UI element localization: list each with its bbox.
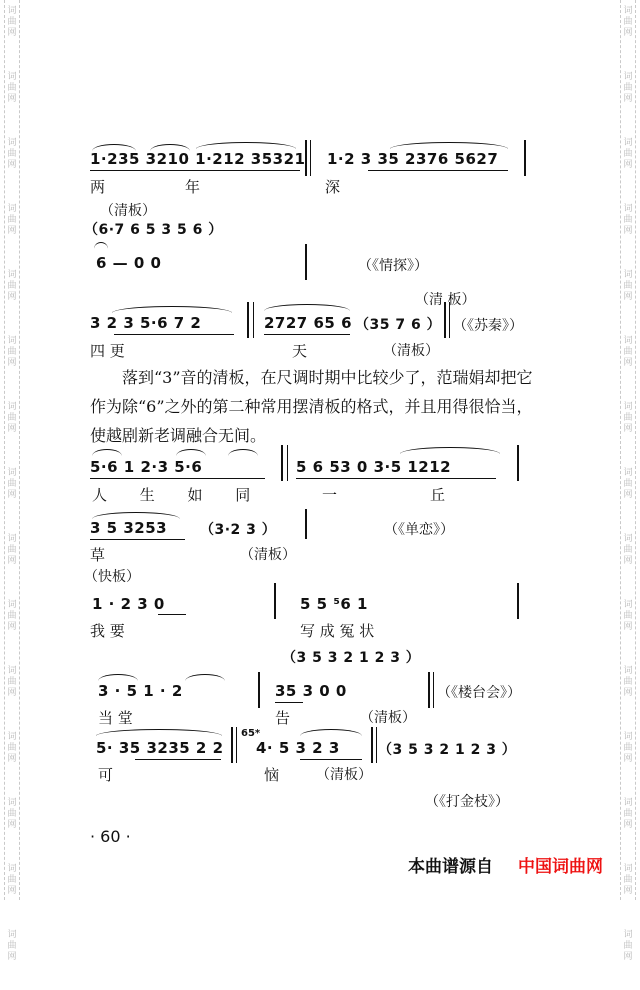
instrumental-notes: （3 5 3 2 1 2 3 ）	[378, 742, 517, 758]
slur	[300, 729, 362, 736]
notation-measure: 5·6 1 2·3 5·6	[90, 458, 203, 476]
underline-beam	[300, 759, 362, 760]
watermark-text: 词曲网	[623, 600, 633, 632]
watermark-text: 词曲网	[623, 798, 633, 830]
watermark-text: 词曲网	[7, 336, 17, 368]
instrumental-notes: （35 7 6 ）	[355, 317, 442, 333]
underline-beam	[90, 539, 185, 540]
watermark-text: 词曲网	[7, 600, 17, 632]
slur	[96, 729, 222, 736]
lyric: 丘	[430, 486, 446, 504]
watermark-text: 词曲网	[7, 72, 17, 104]
barline	[517, 583, 519, 619]
notation-measure: 1·235 3210 1·212 35321	[90, 150, 306, 168]
lyric: 年	[185, 178, 201, 196]
left-watermark-strip	[4, 0, 20, 962]
source-opera: （《苏秦》）	[453, 318, 523, 334]
underline-beam	[158, 614, 186, 615]
watermark-text: 词曲网	[7, 930, 17, 962]
barline	[231, 727, 233, 763]
tempo-marking: （清 板）	[415, 292, 476, 308]
notation-measure: 3 · 5 1 · 2	[98, 682, 183, 700]
underline-beam	[296, 478, 496, 479]
notation-measure: 3 2 3 5·6 7 2	[90, 314, 202, 332]
right-watermark-strip	[620, 0, 636, 962]
slur	[264, 304, 350, 311]
paragraph-text: 落到“3”音的清板，在尺调时期中比较少了，范瑞娟却把它作为除“6”之外的第二种常用摆清板的格式，并且用得很恰当，使越剧新老调融合无间。	[90, 368, 533, 445]
slur	[94, 242, 108, 249]
watermark-text: 词曲网	[623, 270, 633, 302]
notation-measure: 5· 35 3235 2 2	[96, 739, 224, 757]
lyric: 深	[325, 178, 341, 196]
notation-measure: 1·2 3 35 2376 5627	[327, 150, 499, 168]
slur	[390, 142, 508, 149]
slur	[112, 306, 232, 313]
slur	[185, 674, 225, 681]
watermark-text: 词曲网	[623, 6, 633, 38]
watermark-text: 词曲网	[623, 468, 633, 500]
source-opera: （《楼台会》）	[437, 685, 521, 701]
watermark-text: 词曲网	[623, 336, 633, 368]
notation-measure: 5 5 ⁵6 1	[300, 595, 368, 613]
underline-beam	[135, 759, 221, 760]
source-opera: （《打金枝》）	[425, 794, 509, 810]
lyric: 四 更	[90, 342, 125, 360]
watermark-text: 词曲网	[7, 270, 17, 302]
notation-measure: 3 5 3253	[90, 519, 168, 537]
body-paragraph	[90, 363, 542, 450]
source-opera: （《情探》）	[358, 258, 428, 274]
lyric: 草	[90, 546, 106, 564]
instrumental-notes: （6·7 6 5 3 5 6 ）	[84, 222, 223, 238]
lyric: 天	[292, 342, 308, 360]
watermark-text: 词曲网	[623, 72, 633, 104]
barline	[305, 244, 307, 280]
barline	[371, 727, 373, 763]
grace-note: 65*	[241, 728, 261, 739]
watermark-text: 词曲网	[7, 468, 17, 500]
tempo-marking: （清板）	[100, 203, 156, 219]
watermark-text: 词曲网	[623, 138, 633, 170]
slur	[400, 447, 500, 454]
watermark-text: 词曲网	[7, 6, 17, 38]
watermark-text: 词曲网	[623, 204, 633, 236]
tempo-marking: （清板）	[383, 343, 439, 359]
watermark-text: 词曲网	[623, 534, 633, 566]
barline	[449, 302, 450, 338]
barline	[287, 445, 288, 481]
slur	[92, 512, 180, 519]
slur	[176, 449, 206, 456]
barline	[247, 302, 249, 338]
instrumental-notes: （3·2 3 ）	[200, 522, 277, 538]
tempo-marking: （快板）	[84, 569, 140, 585]
source-caption: 本曲谱源自	[408, 857, 493, 877]
lyric: 一	[322, 486, 338, 504]
barline	[433, 672, 434, 708]
barline	[236, 727, 237, 763]
barline	[444, 302, 446, 338]
lyric: 写 成 冤 状	[300, 622, 375, 640]
barline	[305, 509, 307, 539]
underline-beam	[368, 170, 508, 171]
tempo-marking: （清板）	[360, 710, 416, 726]
barline	[310, 140, 311, 176]
lyric: 人 生 如 同	[92, 486, 265, 504]
notation-measure: 5 6 53 0 3·5 1212	[296, 458, 452, 476]
lyric: 恼	[264, 766, 280, 784]
notation-measure: 2727 65 6	[264, 314, 353, 332]
watermark-text: 词曲网	[7, 732, 17, 764]
underline-beam	[114, 334, 234, 335]
barline	[376, 727, 377, 763]
underline-beam	[90, 170, 300, 171]
lyric: 我 要	[90, 622, 125, 640]
watermark-text: 词曲网	[7, 666, 17, 698]
notation-measure: 4· 5 3 2 3	[256, 739, 340, 757]
underline-beam	[264, 334, 350, 335]
barline	[524, 140, 526, 176]
notation-measure: 6 — 0 0	[96, 254, 162, 272]
watermark-text: 词曲网	[7, 864, 17, 896]
lyric: 当 堂	[98, 709, 133, 727]
watermark-text: 词曲网	[7, 402, 17, 434]
slur	[92, 449, 122, 456]
watermark-text: 词曲网	[623, 864, 633, 896]
watermark-text: 词曲网	[7, 138, 17, 170]
lyric: 可	[98, 766, 114, 784]
barline	[258, 672, 260, 708]
slur	[196, 142, 296, 149]
barline	[253, 302, 254, 338]
watermark-text: 词曲网	[623, 666, 633, 698]
watermark-text: 词曲网	[7, 204, 17, 236]
barline	[305, 140, 307, 176]
notation-measure: 35 3 0 0	[275, 682, 347, 700]
watermark-text: 词曲网	[623, 402, 633, 434]
barline	[428, 672, 430, 708]
watermark-text: 词曲网	[623, 930, 633, 962]
tempo-marking: （清板）	[316, 767, 372, 783]
barline	[517, 445, 519, 481]
watermark-text: 词曲网	[7, 798, 17, 830]
lyric: 两	[90, 178, 106, 196]
page-number: · 60 ·	[90, 827, 131, 846]
watermark-text: 词曲网	[623, 732, 633, 764]
underline-beam	[90, 478, 265, 479]
source-opera: （《单恋》）	[384, 522, 454, 538]
site-name: 中国词曲网	[518, 857, 603, 877]
notation-measure: 1 · 2 3 0	[92, 595, 165, 613]
slur	[228, 449, 258, 456]
barline	[281, 445, 283, 481]
tempo-marking: （清板）	[240, 547, 296, 563]
underline-beam	[275, 702, 303, 703]
slur	[98, 674, 138, 681]
instrumental-notes: （3 5 3 2 1 2 3 ）	[282, 650, 421, 666]
barline	[274, 583, 276, 619]
lyric: 告	[275, 709, 291, 727]
watermark-text: 词曲网	[7, 534, 17, 566]
